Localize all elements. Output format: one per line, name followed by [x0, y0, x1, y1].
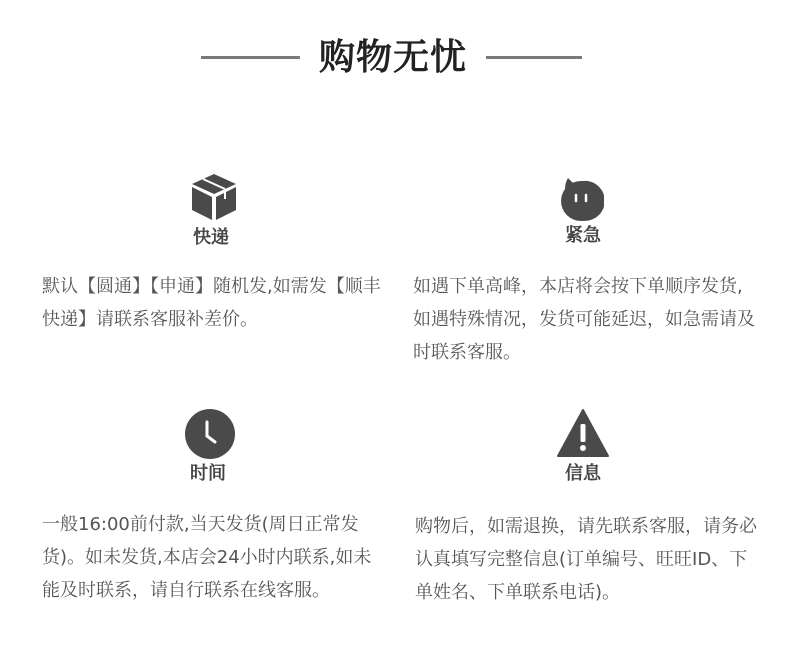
clock-icon: [184, 408, 236, 460]
section-title: 信息: [565, 463, 601, 484]
section-text: 如遇下单高峰，本店将会按下单顺序发货,如遇特殊情况，发货可能延迟，如急需请及时联系客服。: [413, 276, 755, 363]
section-title: 紧急: [565, 225, 601, 246]
page-title: 购物无忧: [318, 37, 467, 78]
box-icon: [188, 170, 240, 222]
title-divider-right: [486, 56, 582, 59]
warning-icon: [556, 408, 610, 458]
section-text: 购物后，如需退换，请先联系客服，请务必认真填写完整信息(订单编号、旺旺ID、下单姓名、下单联系电话)。: [415, 516, 757, 603]
section-title: 快递: [193, 227, 229, 248]
page-header: [0, 30, 790, 86]
section-title: 时间: [190, 463, 226, 484]
title-divider-left: [201, 56, 300, 59]
section-text: 一般16:00前付款,当天发货(周日正常发货)。如未发货,本店会24小时内联系,如未能及时联系，请自行联系在线客服。: [42, 514, 372, 601]
chat-bubble-icon: [558, 174, 604, 224]
section-text: 默认【圆通】【申通】随机发,如需发【顺丰快递】请联系客服补差价。: [42, 276, 381, 330]
